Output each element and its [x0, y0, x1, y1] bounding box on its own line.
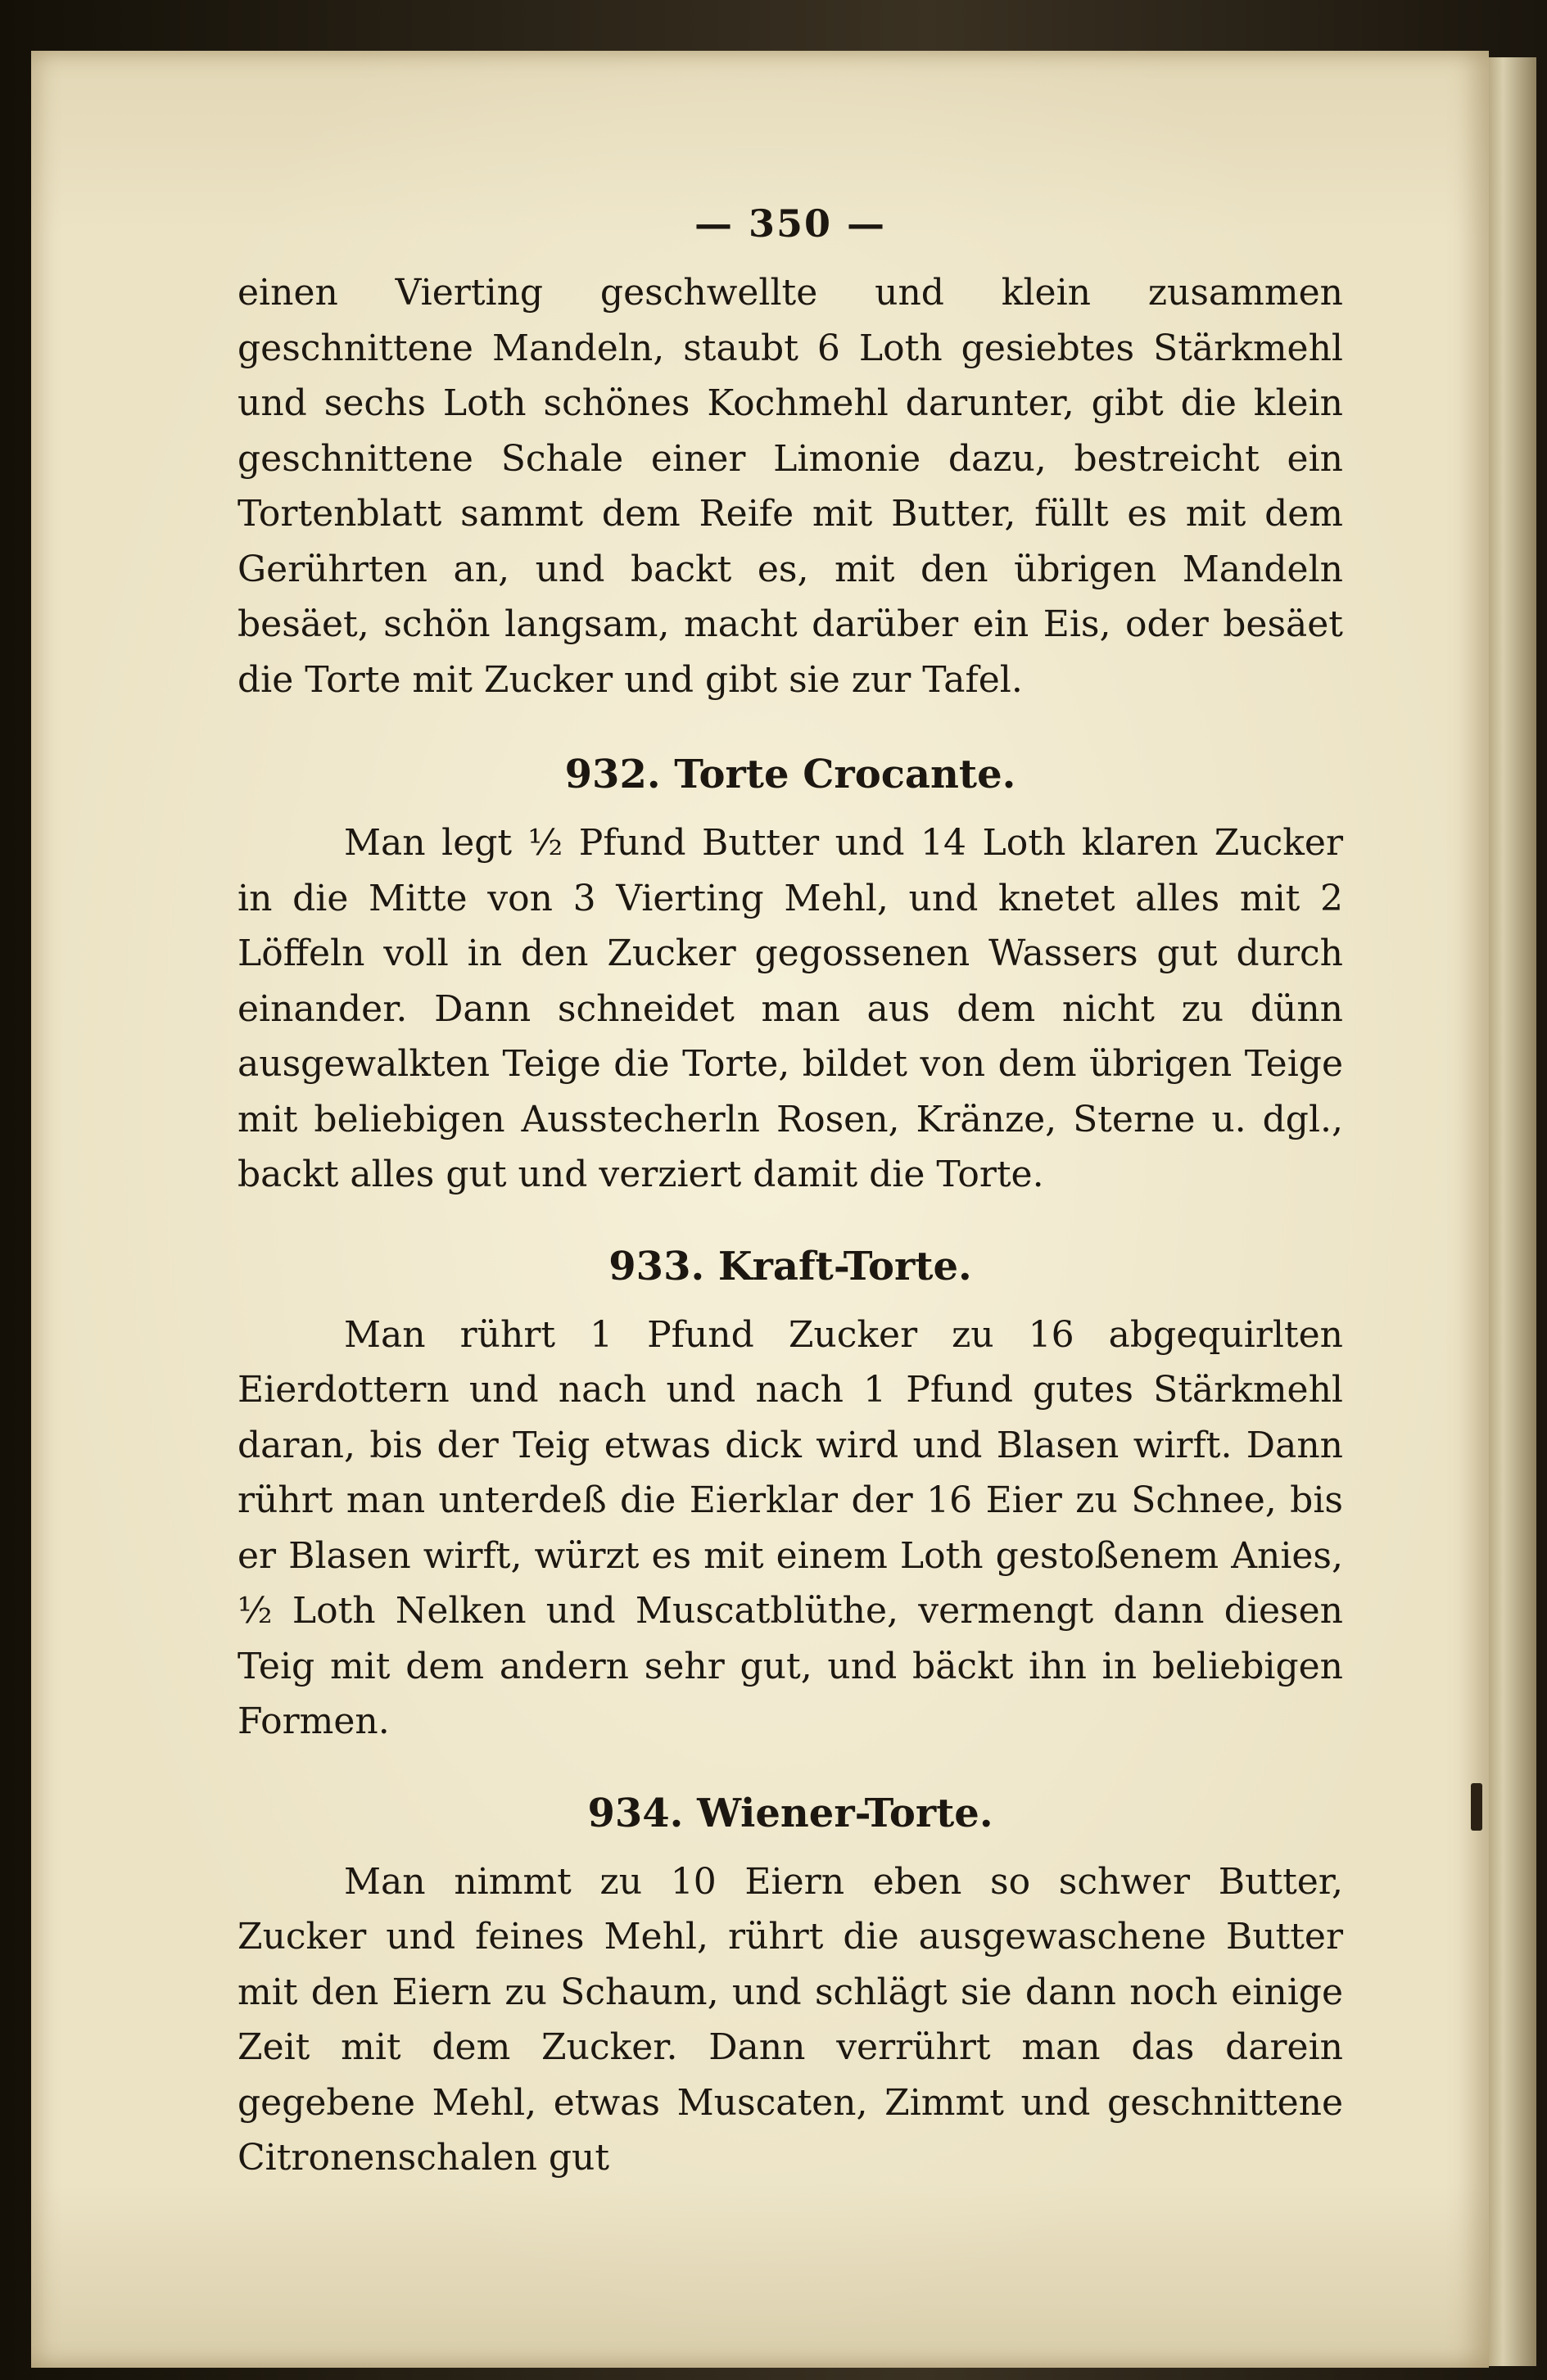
recipe-text-933: Man rührt 1 Pfund Zucker zu 16 abgequirlten Eierdottern und nach und nach 1 Pfund gutes Stärkmehl daran, bis der Teig etwas dick wird und Blasen wirft. Dann rührt man unterdeß die Eierklar der 16 Eier zu Schnee, bis er Blasen wirft, würzt es mit einem Loth gestoßenem Anies, ½ Loth Nelken und Muscatblüthe, vermengt dann diesen Teig mit dem andern sehr gut, und bäckt ihn in beliebigen Formen.	[237, 1313, 1343, 1742]
page-number: — 350 —	[694, 201, 887, 246]
spacer	[237, 1203, 1343, 1226]
intro-paragraph: einen Vierting geschwellte und klein zusammen geschnittene Mandeln, staubt 6 Loth gesiebtes Stärkmehl und sechs Loth schönes Kochmehl darunter, gibt die klein geschnittene Schale einer Limonie dazu, bestreicht ein Tortenblatt sammt dem Reife mit Butter, füllt es mit dem Gerührten an, und backt es, mit den übrigen Mandeln besäet, schön langsam, macht darüber ein Eis, oder besäet die Torte mit Zucker und gibt sie zur Tafel.	[237, 272, 1343, 701]
recipe-title-932: 932. Torte Crocante.	[564, 752, 1016, 797]
recipe-title-934: 934. Wiener-Torte.	[587, 1790, 993, 1836]
page-tab-mark	[1471, 1783, 1482, 1831]
page-edge	[1489, 57, 1536, 2366]
recipe-text-932: Man legt ½ Pfund Butter und 14 Loth klaren Zucker in die Mitte von 3 Vierting Mehl, und knetet alles mit 2 Löffeln voll in den Zucker gegossenen Wassers gut durch einander. Dann schneidet man aus dem nicht zu dünn ausgewalkten Teige die Torte, bildet von dem übrigen Teige mit beliebigen Ausstecherln Rosen, Kränze, Sterne u. dgl., backt alles gut und verziert damit die Torte.	[237, 822, 1343, 1195]
spacer	[237, 707, 1343, 734]
recipe-title-933: 933. Kraft-Torte.	[608, 1243, 972, 1289]
spacer	[237, 1750, 1343, 1773]
page-text	[237, 196, 1343, 2186]
recipe-text-934: Man nimmt zu 10 Eiern eben so schwer Butter, Zucker und feines Mehl, rührt die ausgewaschene Butter mit den Eiern zu Schaum, und schlägt sie dann noch einige Zeit mit dem Zucker. Dann verrührt man das darein gegebene Mehl, etwas Muscaten, Zimmt und geschnittene Citronenschalen gut	[237, 1860, 1343, 2179]
